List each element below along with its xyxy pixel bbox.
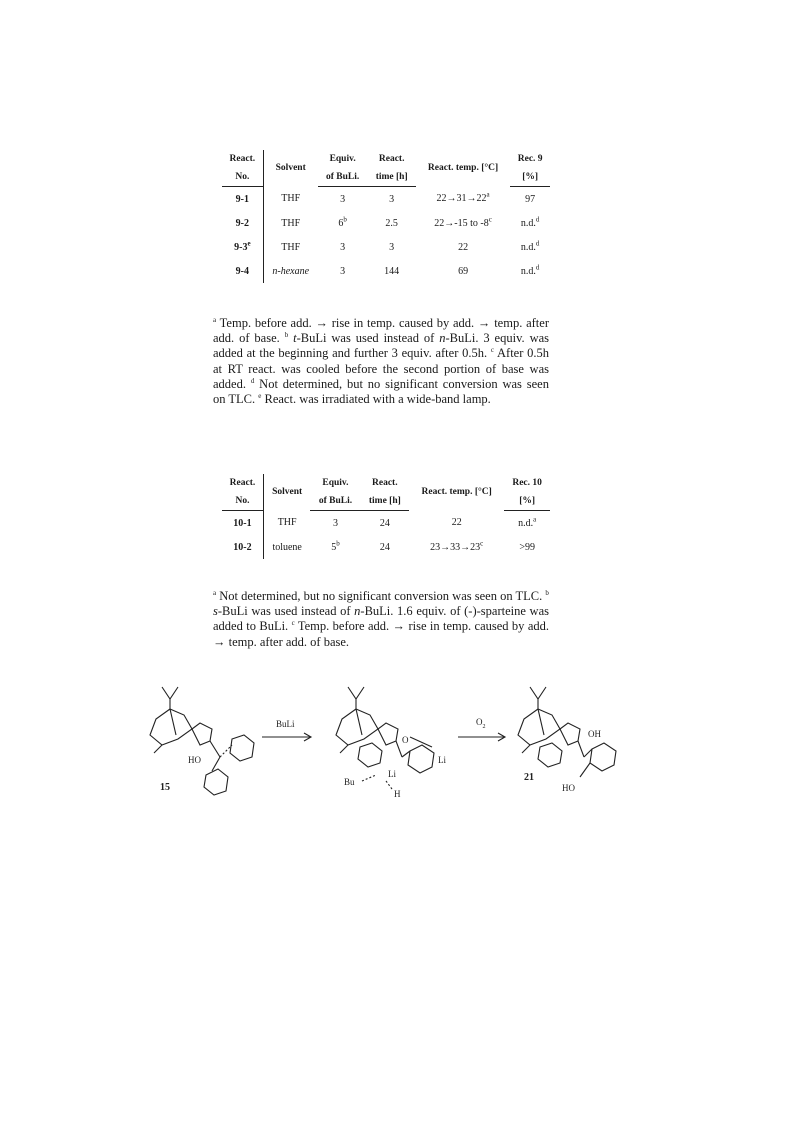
header-solvent: Solvent [275, 162, 306, 173]
table-cell: n.d.$^a$ [518, 515, 537, 529]
table-cell: 69 [458, 265, 469, 277]
table-row [222, 511, 550, 536]
table-cell: toluene [272, 541, 302, 553]
reagent-o2: $O_2$ [476, 717, 486, 730]
label-o: O [402, 735, 409, 745]
table-cell: 97 [525, 193, 536, 205]
label-bu: Bu [344, 777, 355, 787]
compound-number-15: 15 [160, 782, 170, 793]
table-cell: THF [281, 217, 301, 229]
header-react-no: React. [222, 150, 263, 168]
table-cell: 144 [384, 265, 400, 277]
label-li-right: Li [438, 755, 446, 765]
table-row [222, 535, 550, 559]
header-react-no-2: No. [222, 168, 263, 187]
table-row [222, 235, 550, 259]
table-9-footnotes: $^a$ Temp. before add. → rise in temp. caused by add. → temp. after add. of base. $^b$ t-BuLi was used instead of n-BuLi. 3 equiv. was added at the beginning and further 3 equiv. after 0.5h. $^c$ After 0.5h at RT react. was cooled before the second portion of base was added. $^d$ Not determined, but no significant conversion was seen on TLC. $^e$ React. was irradiated with a wide-band lamp. [213, 315, 550, 407]
table-cell: 10-1 [222, 511, 263, 536]
table-cell: $22\to 31\to 22^a$ [436, 190, 490, 205]
table-cell: 24 [379, 517, 390, 529]
table-cell: 22→-15 to -8$^c$ [434, 215, 492, 229]
table-9-results [222, 150, 550, 283]
table-cell: 9-4 [222, 259, 263, 283]
compound-21-structure [518, 687, 616, 777]
header-rec-2: [%] [510, 168, 550, 187]
header-temp: React. temp. [°C] [421, 486, 492, 497]
intermediate-structure [336, 687, 434, 789]
table-cell: 2.5 [385, 217, 398, 229]
table-cell: n.d.$^d$ [520, 239, 540, 253]
label-oh-21: OH [588, 729, 601, 739]
table-cell: 3 [340, 193, 346, 205]
table-row [222, 187, 550, 212]
header-time: React. [378, 153, 405, 164]
header-equiv: Equiv. [329, 153, 356, 164]
label-ho-15: HO [188, 755, 201, 765]
label-li-center: Li [388, 769, 396, 779]
header-rec: Rec. 9 [517, 153, 543, 164]
header-equiv-2: of BuLi. [310, 492, 360, 511]
reaction-scheme [140, 677, 660, 807]
header-temp: React. temp. [°C] [427, 162, 499, 173]
label-ho-21: HO [562, 783, 575, 793]
table-cell: 10-2 [222, 535, 263, 559]
table-cell: 9-1 [222, 187, 263, 212]
table-cell: THF [281, 241, 301, 253]
header-rec-2: [%] [504, 492, 550, 511]
header-time-2: time [h] [361, 492, 410, 511]
table-cell: THF [277, 517, 297, 529]
table-10-footnotes: $^a$ Not determined, but no significant conversion was seen on TLC. $^b$ s-BuLi was used instead of n-BuLi. 1.6 equiv. of (-)-sparteine was added to BuLi. $^c$ Temp. before add. → rise in temp. caused by add. → temp. after add. of base. [213, 588, 550, 649]
table-row [222, 211, 550, 235]
label-h: H [394, 789, 401, 799]
table-cell: >99 [519, 541, 535, 553]
compound-15-structure [150, 687, 254, 795]
table-cell: 22 [451, 517, 462, 529]
table-cell: 6$^b$ [338, 215, 347, 229]
table-cell: 9-2 [222, 211, 263, 235]
table-row [222, 259, 550, 283]
reagent-buli: BuLi [276, 719, 295, 729]
table-cell: 22 [458, 241, 469, 253]
header-solvent: Solvent [272, 486, 303, 497]
table-cell: 3 [389, 241, 395, 253]
compound-number-21: 21 [524, 772, 534, 783]
header-equiv-2: of BuLi. [318, 168, 368, 187]
header-react-no-2: No. [222, 492, 263, 511]
header-time-2: time [h] [368, 168, 416, 187]
table-cell: $23\to 33\to 23^c$ [430, 539, 484, 553]
header-react-no: React. [222, 474, 263, 492]
table-cell: 3 [340, 241, 346, 253]
table-cell: n.d.$^d$ [520, 263, 540, 277]
header-rec: Rec. 10 [512, 477, 542, 488]
table-cell: 9-3e [222, 235, 263, 259]
header-time: React. [372, 477, 398, 488]
table-cell: 5$^b$ [331, 539, 340, 553]
table-cell: n-hexane [272, 265, 310, 277]
table-cell: n.d.$^d$ [520, 215, 540, 229]
table-10-results [222, 474, 550, 559]
table-cell: 3 [340, 265, 346, 277]
table-cell: 24 [379, 541, 390, 553]
table-cell: 3 [389, 193, 395, 205]
header-equiv: Equiv. [322, 477, 349, 488]
table-cell: THF [281, 193, 301, 205]
table-cell: 3 [332, 517, 338, 529]
